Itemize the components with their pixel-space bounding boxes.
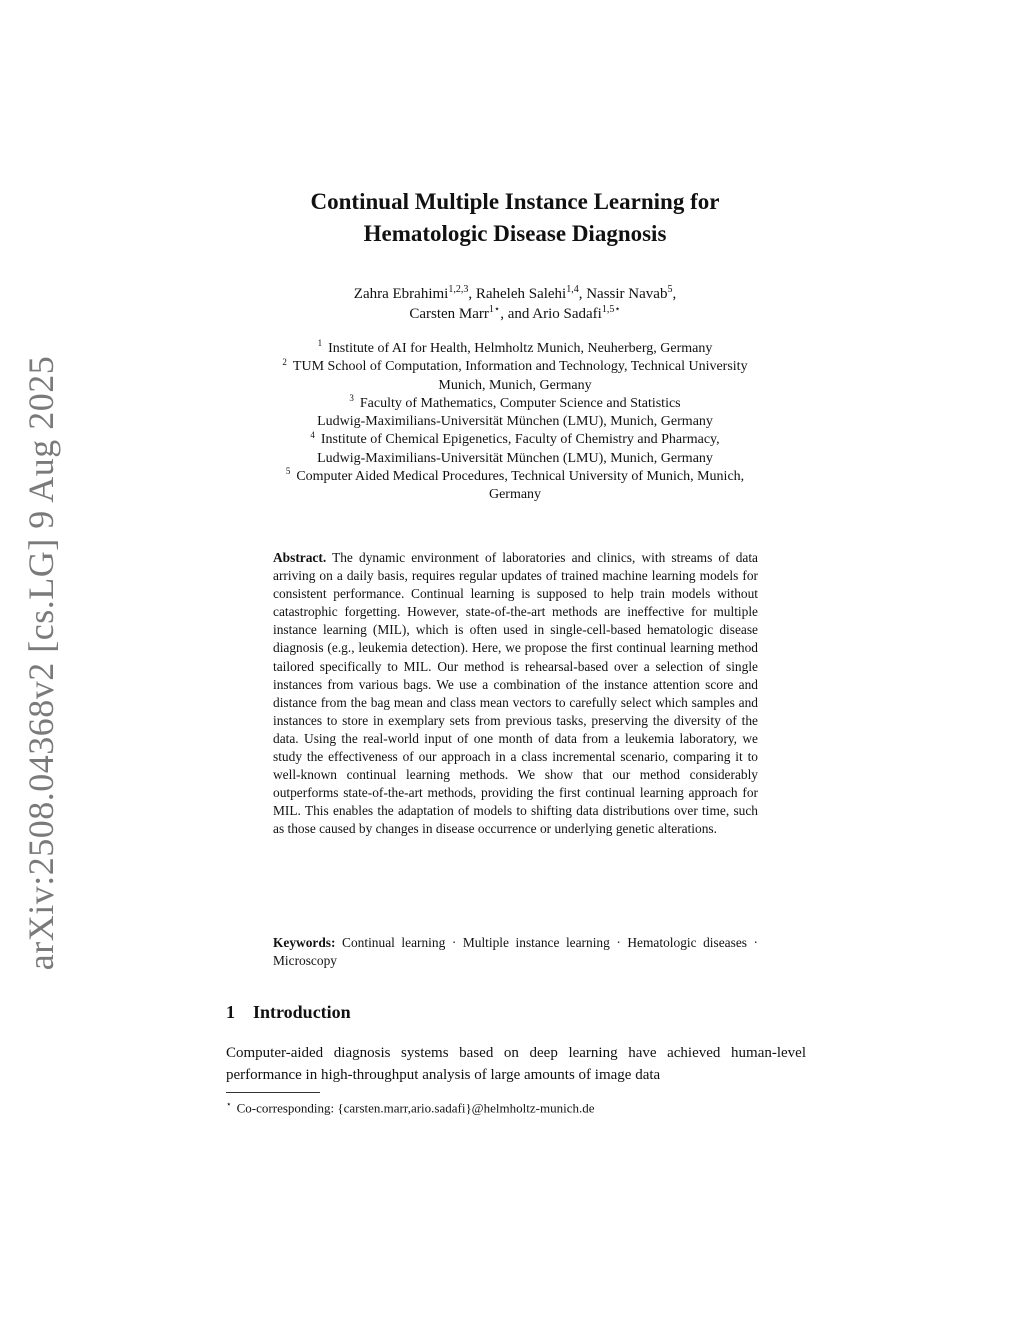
author-separator: , xyxy=(578,286,587,302)
section-number: 1 xyxy=(226,1002,235,1022)
affiliation-number: 4 xyxy=(310,429,315,440)
footnote-rule xyxy=(226,1092,320,1093)
author-line-2 xyxy=(200,304,830,324)
affiliation-number: 1 xyxy=(317,338,323,349)
affiliation-list xyxy=(200,340,830,505)
affiliation-text: Institute of AI for Health, Helmholtz Munich, Neuherberg, Germany xyxy=(328,341,713,356)
title-line-1: Continual Multiple Instance Learning for xyxy=(310,189,720,214)
keywords-label: Keywords: xyxy=(273,935,336,950)
author-affil-mark: 1⋆ xyxy=(488,304,501,315)
author-affil-mark: 1,4 xyxy=(566,284,579,295)
affiliation-text: TUM School of Computation, Information and Technology, Technical University xyxy=(292,359,748,375)
keywords-block xyxy=(273,934,758,970)
affiliation-text: Computer Aided Medical Procedures, Technical University of Munich, Munich, xyxy=(296,469,745,485)
affiliation-continuation: Ludwig-Maximilians-Universität München (LMU), Munich, Germany xyxy=(317,450,713,466)
author-affil-mark: 5 xyxy=(667,284,673,295)
author-affil-mark: 1,2,3 xyxy=(448,284,469,295)
footnote xyxy=(226,1096,806,1116)
affiliation-continuation: Ludwig-Maximilians-Universität München (LMU), Munich, Germany xyxy=(317,414,713,430)
affiliation-item xyxy=(200,395,830,413)
author-separator: , xyxy=(672,286,677,302)
footnote-mark: ⋆ xyxy=(226,1099,232,1109)
author-affil-mark: 1,5⋆ xyxy=(601,304,621,315)
arxiv-identifier: arXiv:2508.04368v2 [cs.LG] 9 Aug 2025 xyxy=(21,355,61,971)
author-name: Carsten Marr xyxy=(409,306,489,322)
affiliation-item xyxy=(200,358,830,376)
affiliation-text: Institute of Chemical Epigenetics, Faculty of Chemistry and Pharmacy, xyxy=(320,432,720,448)
author-name: Zahra Ebrahimi xyxy=(353,286,449,302)
affiliation-number: 3 xyxy=(349,393,354,404)
affiliation-item xyxy=(200,340,830,358)
abstract-block xyxy=(273,549,758,839)
section-heading xyxy=(226,1002,351,1023)
affiliation-number: 5 xyxy=(285,466,291,477)
author-name: Raheleh Salehi xyxy=(475,286,567,302)
abstract-label: Abstract. xyxy=(273,550,327,565)
author-separator: , and xyxy=(500,306,533,322)
section-title: Introduction xyxy=(253,1002,351,1022)
arxiv-side-stamp xyxy=(6,355,76,971)
affiliation-continuation: Munich, Munich, Germany xyxy=(438,377,592,393)
affiliation-number: 2 xyxy=(282,356,287,367)
author-line-1 xyxy=(200,284,830,304)
author-list xyxy=(200,284,830,324)
affiliation-item xyxy=(200,431,830,449)
introduction-paragraph: Computer-aided diagnosis systems based on deep learning have achieved human-level performance in high-throughput analysis of large amounts of image data xyxy=(226,1045,806,1083)
keywords-text: Continual learning · Multiple instance learning · Hematologic diseases · Microscopy xyxy=(273,935,758,969)
author-separator: , xyxy=(468,286,476,302)
title-line-2: Hematologic Disease Diagnosis xyxy=(363,221,667,246)
affiliation-item xyxy=(200,468,830,486)
author-name: Ario Sadafi xyxy=(532,306,602,322)
affiliation-continuation: Germany xyxy=(488,487,542,503)
footnote-text: Co-corresponding: {carsten.marr,ario.sadafi}@helmholtz-munich.de xyxy=(236,1100,595,1116)
abstract-text: The dynamic environment of laboratories and clinics, with streams of data arriving on a daily basis, requires regular updates of trained machine learning models for consistent performance. Continual learning is supposed to help train models without catastrophic forgetting. However, state-of-the-art methods are ineffective for multiple instance learning (MIL), which is often used in single-cell-based hematologic disease diagnosis (e.g., leukemia detection). Here, we propose the first continual learning method tailored specifically to MIL. Our method is rehearsal-based over a selection of single instances from various bags. We use a combination of the instance attention score and distance from the bag mean and class mean vectors to carefully select which samples and instances to store in exemplary sets from previous tasks, preserving the diversity of the data. Using the real-world input of one month of data from a leukemia laboratory, we study the effectiveness of our approach in a class incremental scenario, comparing it to well-known continual learning methods. We show that our method considerably outperforms state-of-the-art methods, providing the first continual learning approach for MIL. This enables the adaptation of models to shifting data distributions over time, such as those caused by changes in disease occurrence or underlying genetic alterations. xyxy=(273,550,758,837)
paper-title xyxy=(180,186,850,250)
author-name: Nassir Navab xyxy=(586,286,668,302)
affiliation-text: Faculty of Mathematics, Computer Science and Statistics xyxy=(359,395,681,411)
